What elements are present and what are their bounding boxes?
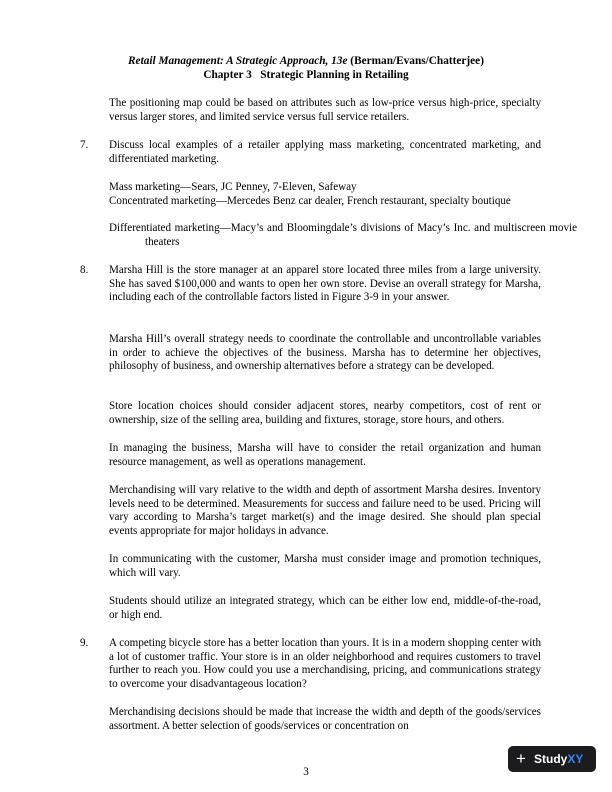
book-authors: (Berman/Evans/Chatterjee) — [347, 55, 484, 67]
q9-answer-merchandising: Merchandising decisions should be made that increase the width and depth of the goods/services assortment. A better selection of goods/services or concentration on — [109, 706, 541, 732]
question-9-number: 9. — [80, 637, 89, 649]
chapter-title: Chapter 3 Strategic Planning in Retailing — [203, 68, 409, 81]
question-7-text: Discuss local examples of a retailer applying mass marketing, concentrated marketing, and differentiated marketing. — [109, 139, 541, 165]
q7-answer-differentiated: Differentiated marketing—Macy’s and Bloomingdale’s divisions of Macy’s Inc. and multiscreen movie theaters — [109, 222, 577, 248]
watermark-brand-accent: XY — [567, 752, 584, 766]
q7-answer-concentrated: Concentrated marketing—Mercedes Benz car dealer, French restaurant, specialty boutique — [109, 195, 511, 207]
question-8-number: 8. — [80, 264, 89, 276]
header-line-1 — [60, 55, 552, 69]
intro-paragraph: The positioning map could be based on attributes such as low-price versus high-price, specialty versus larger stores, and limited service versus full service retailers. — [109, 97, 541, 123]
book-title: Retail Management: A Strategic Approach, 13e — [128, 55, 348, 67]
q8-answer-overall: Marsha Hill’s overall strategy needs to coordinate the controllable and uncontrollable variables in order to achieve the objectives of the business. Marsha has to determine her objectives, philosophy of business, and ownership alternatives before a strategy can be developed. — [109, 333, 541, 372]
q8-answer-communicating: In communicating with the customer, Marsha must consider image and promotion techniques, which will vary. — [109, 553, 541, 579]
watermark-brand-main: Study — [534, 752, 568, 766]
q8-answer-merchandising: Merchandising will vary relative to the width and depth of assortment Marsha desires. Inventory levels need to be determined. Measurements for success and failure need to be used. Pricing will vary according to Marsha’s target market(s) and the image desired. She should plan special events appropriate for major holidays in advance. — [109, 484, 541, 537]
q8-answer-integrated: Students should utilize an integrated strategy, which can be either low end, middle-of-the-road, or high end. — [109, 595, 541, 621]
q8-answer-managing: In managing the business, Marsha will have to consider the retail organization and human resource management, as well as operations management. — [109, 442, 541, 468]
question-8-text: Marsha Hill is the store manager at an apparel store located three miles from a large university. She has saved $100,000 and wants to open her own store. Devise an overall strategy for Marsha, including each of the controllable factors listed in Figure 3-9 in your answer. — [109, 264, 541, 303]
page-header — [60, 55, 552, 82]
watermark-text — [534, 746, 583, 772]
plus-icon: + — [516, 749, 526, 768]
q8-answer-location: Store location choices should consider adjacent stores, nearby competitors, cost of rent or ownership, size of the selling area, building and fixtures, storage, store hours, and others. — [109, 400, 541, 426]
q7-answer-mass: Mass marketing—Sears, JC Penney, 7-Eleven, Safeway — [109, 181, 357, 193]
studyxy-watermark — [508, 746, 596, 772]
question-9-text: A competing bicycle store has a better location than yours. It is in a modern shopping center with a lot of customer traffic. Your store is in an older neighborhood and requires customers to travel further to reach you. How could you use a merchandising, pricing, and communications strategy to overcome your disadvantageous location? — [109, 637, 541, 690]
question-7-number: 7. — [80, 139, 89, 151]
page-number: 3 — [303, 766, 309, 778]
